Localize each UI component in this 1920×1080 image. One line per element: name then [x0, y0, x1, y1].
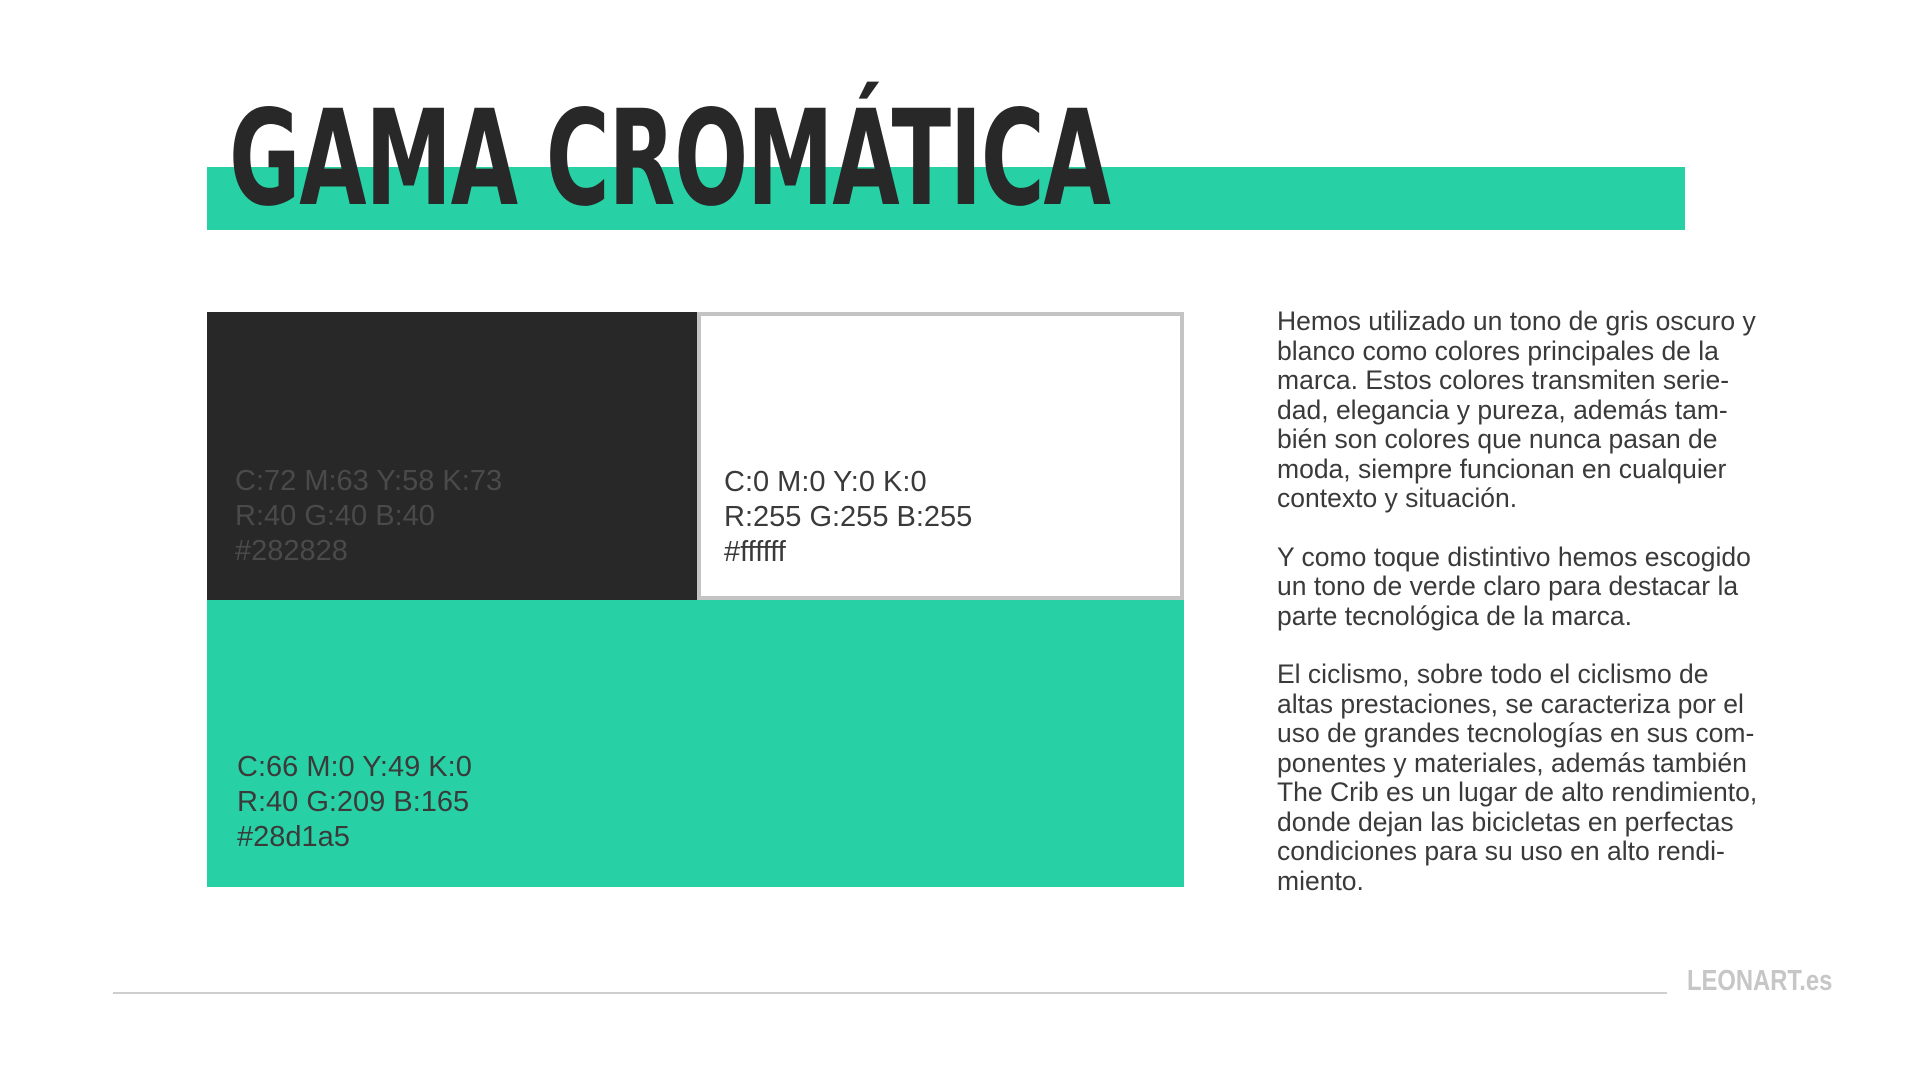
footer-divider [113, 992, 1667, 994]
description-paragraph: Hemos utilizado un tono de gris oscuro y blanco como colores principales de la marca. Estos colores transmiten serie- dad, elegancia y pureza, además tam- bién son colores que nunca pasan de moda, siempre funcionan en cualquier contexto y situación. [1277, 306, 1756, 513]
swatch-dark [207, 312, 697, 600]
swatch-white-cmyk: C:0 M:0 Y:0 K:0 [724, 466, 927, 498]
swatch-green-codes [237, 750, 472, 855]
swatch-green-cmyk: C:66 M:0 Y:49 K:0 [237, 751, 472, 783]
swatch-green-hex: #28d1a5 [237, 821, 350, 853]
description-paragraph: El ciclismo, sobre todo el ciclismo de altas prestaciones, se caracteriza por el uso de grandes tecnologías en sus com- ponentes y materiales, además también The Crib es un lugar de alto rendimiento, donde dejan las bicicletas en perfectas condiciones para su uso en alto rendi- miento. [1277, 659, 1758, 896]
swatch-dark-rgb: R:40 G:40 B:40 [235, 500, 435, 532]
swatch-green-rgb: R:40 G:209 B:165 [237, 786, 470, 818]
swatch-dark-hex: #282828 [235, 535, 348, 567]
swatch-white-hex: #ffffff [724, 536, 786, 568]
footer-brand-logo: LEONART.es [1687, 965, 1833, 997]
description-paragraph: Y como toque distintivo hemos escogido un tono de verde claro para destacar la parte tecnológica de la marca. [1277, 541, 1751, 631]
swatch-white [697, 312, 1184, 600]
swatch-dark-codes [235, 464, 502, 569]
page-title: GAMA CROMÁTICA [229, 82, 1110, 236]
swatch-white-codes [724, 465, 972, 570]
swatch-dark-cmyk: C:72 M:63 Y:58 K:73 [235, 465, 503, 497]
swatch-white-rgb: R:255 G:255 B:255 [724, 501, 973, 533]
description-text [1277, 307, 1837, 925]
swatch-green [207, 600, 1184, 887]
